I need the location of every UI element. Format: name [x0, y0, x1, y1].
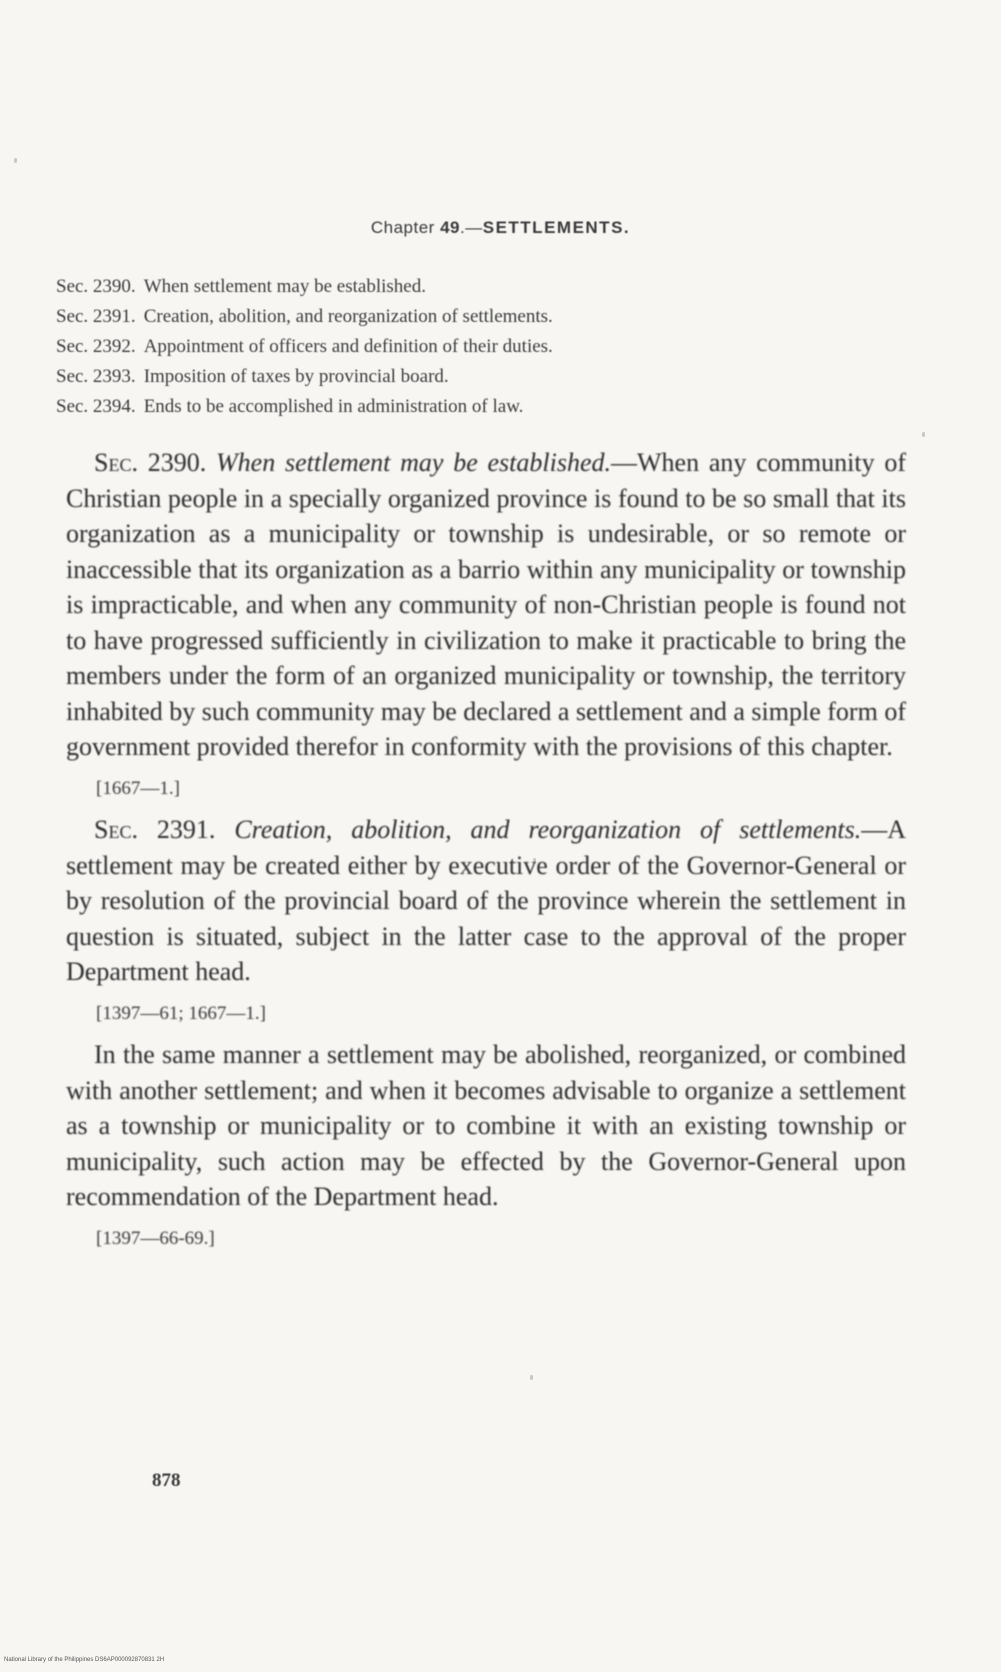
chapter-subject: SETTLEMENTS. [482, 218, 631, 237]
section-number: Sec. 2390. [94, 448, 207, 477]
toc-item [56, 362, 936, 392]
library-footer-text: National Library of the Philippines DS6AP000092870831 2H [4, 1657, 165, 1663]
toc-section-title: Creation, abolition, and reorganization of settlements. [143, 306, 553, 327]
toc-section-number: Sec. 2392. [56, 336, 136, 357]
section-title: When settlement may be established. [216, 448, 611, 477]
page-number: 878 [152, 1470, 181, 1491]
scan-speck [14, 158, 17, 163]
continuation-paragraph: In the same manner a settlement may be abolished, reorganized, or combined with another settlement; and when it becomes advisable to organize a settlement as a township or municipality or to combine it with an existing township or municipality, such action may be effected by the Governor-General upon recommendation of the Department head. [66, 1040, 906, 1211]
section-citation: [1667—1.] [96, 777, 180, 799]
chapter-dash: .— [460, 218, 483, 237]
section-contents-list [56, 272, 936, 422]
chapter-label: Chapter [370, 218, 435, 237]
section-title: Creation, abolition, and reorganization of settlements. [234, 815, 862, 844]
section-2390-paragraph [66, 445, 906, 765]
toc-section-number: Sec. 2390. [56, 276, 136, 297]
toc-section-title: Appointment of officers and definition of their duties. [143, 336, 553, 357]
toc-section-title: When settlement may be established. [143, 276, 426, 297]
toc-item [56, 332, 936, 362]
scan-speck [530, 1375, 533, 1380]
toc-item [56, 392, 936, 422]
toc-section-number: Sec. 2391. [56, 306, 136, 327]
paragraph-citation: [1397—66-69.] [96, 1227, 215, 1249]
section-body: —A settlement may be created either by executive order of the Governor-General or by resolution of the provincial board of the province wherein the settlement in question is situated, subject in the latter case to the approval of the proper Department head. [66, 815, 907, 986]
toc-section-number: Sec. 2393. [56, 366, 136, 387]
section-body: —When any community of Christian people in a specially organized province is found to be so small that its organization as a municipality or township is undesirable, or so remote or inaccessible that its organization as a barrio within any municipality or township is impracticable, and when any community of non-Christian people is found not to have progressed sufficiently in civilization to make it practicable to bring the members under the form of an organized municipality or township, the territory inhabited by such community may be declared a settlement and a simple form of government provided therefor in conformity with the provisions of this chapter. [66, 448, 906, 761]
toc-section-number: Sec. 2394. [56, 396, 136, 417]
chapter-heading [0, 218, 1001, 238]
toc-section-title: Imposition of taxes by provincial board. [143, 366, 449, 387]
section-2391-paragraph [66, 812, 906, 990]
scan-speck [922, 432, 925, 437]
section-citation: [1397—61; 1667—1.] [96, 1002, 266, 1024]
chapter-number: 49 [440, 218, 460, 237]
statute-body [66, 445, 906, 1262]
toc-section-title: Ends to be accomplished in administration of law. [143, 396, 524, 417]
toc-item [56, 302, 936, 332]
toc-item [56, 272, 936, 302]
section-number: Sec. 2391. [94, 815, 216, 844]
